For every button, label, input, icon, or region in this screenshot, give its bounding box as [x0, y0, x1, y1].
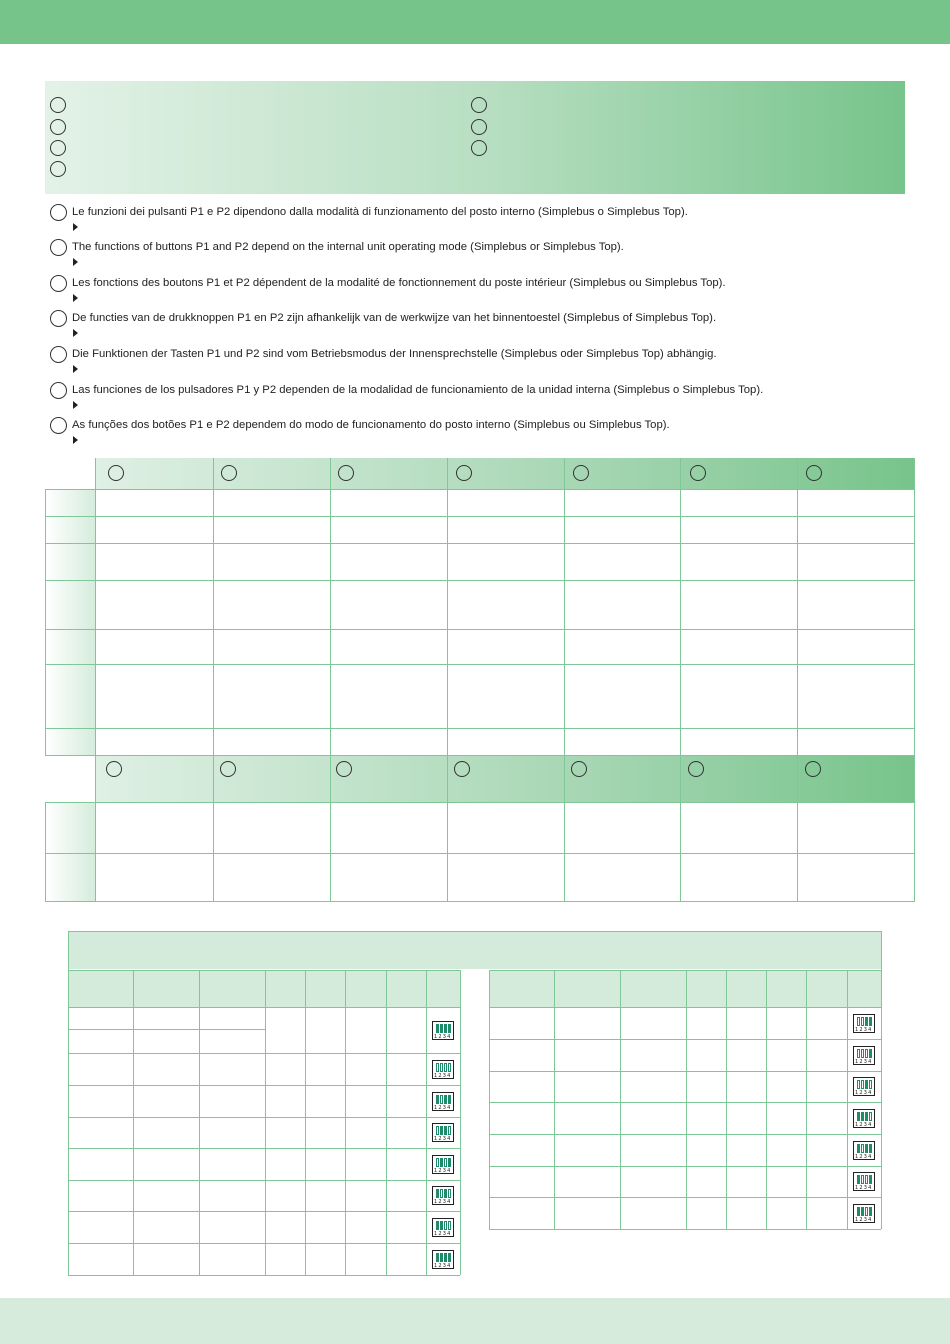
table-rule [45, 853, 914, 854]
dip-switch-icon [432, 1250, 454, 1269]
table-rule [426, 970, 427, 1275]
table-rule [447, 756, 448, 902]
table-rule [489, 1229, 881, 1230]
table-rule [68, 1117, 460, 1118]
table-rule [489, 1134, 881, 1135]
dip-switch-icon [853, 1172, 875, 1191]
table-rule [305, 970, 306, 1275]
dip-switch-lever [444, 1126, 447, 1135]
dip-switch-lever [869, 1049, 872, 1058]
table-rule [564, 756, 565, 902]
column-language-circle [338, 465, 354, 481]
dip-switch-lever [436, 1024, 439, 1033]
dip-switch-lever [436, 1126, 439, 1135]
table-rule [680, 756, 681, 902]
dip-switch-icon [432, 1021, 454, 1040]
dip-switch-lever [448, 1095, 451, 1104]
table-rule [554, 970, 555, 1229]
dip-switch-icon [853, 1077, 875, 1096]
dip-switch-lever [444, 1189, 447, 1198]
table-rule [914, 756, 915, 902]
table-rule [726, 970, 727, 1229]
table-rule [45, 629, 914, 630]
table-rule [199, 970, 200, 1275]
column-language-circle [806, 465, 822, 481]
column-language-circle [456, 465, 472, 481]
dip-table-right-header [489, 970, 881, 1007]
table-rule [68, 970, 69, 1275]
column-language-circle [573, 465, 589, 481]
table-rule [489, 970, 490, 1229]
table-rule [68, 1211, 460, 1212]
dip-switch-lever [444, 1221, 447, 1230]
dip-switch-icon [432, 1060, 454, 1079]
table-rule [45, 755, 914, 756]
dip-switch-numbers: 1234 [855, 1185, 873, 1191]
table-subheader-row [96, 756, 914, 802]
dip-switch-numbers: 1234 [855, 1090, 873, 1096]
dip-switch-lever [857, 1080, 860, 1089]
dip-switch-icon [432, 1123, 454, 1142]
table-rule [489, 1071, 881, 1072]
table-rule [330, 458, 331, 756]
arrow-icon [73, 436, 78, 444]
dip-switch-numbers: 1234 [434, 1168, 452, 1174]
arrow-icon [73, 329, 78, 337]
column-language-circle [571, 761, 587, 777]
dip-switch-lever [857, 1207, 860, 1216]
bottom-color-band [0, 1298, 950, 1344]
dip-switch-lever [440, 1221, 443, 1230]
language-circle [471, 97, 487, 113]
note-language-circle [50, 382, 67, 399]
language-circle [50, 119, 66, 135]
dip-switch-lever [865, 1175, 868, 1184]
table-rule [766, 970, 767, 1229]
table-rule [68, 1029, 265, 1030]
arrow-icon [73, 223, 78, 231]
table-rule [45, 489, 46, 756]
language-circle [471, 119, 487, 135]
dip-switch-lever [869, 1175, 872, 1184]
note-language-circle [50, 417, 67, 434]
table-rule [68, 1053, 460, 1054]
note-text: Die Funktionen der Tasten P1 und P2 sind vom Betriebsmodus der Innensprechstelle (Simplebus oder Simplebus Top) abhängig. [72, 348, 717, 360]
language-circle [50, 161, 66, 177]
table-rule [806, 970, 807, 1229]
table-rule [881, 931, 882, 970]
table-rule [45, 802, 914, 803]
row-label-cell [46, 543, 95, 580]
dip-switch-lever [861, 1049, 864, 1058]
table-rule [213, 458, 214, 756]
dip-switch-numbers: 1234 [434, 1073, 452, 1079]
table-rule [68, 1180, 460, 1181]
table-rule [489, 1197, 881, 1198]
dip-switch-numbers: 1234 [434, 1231, 452, 1237]
table-rule [460, 970, 461, 1275]
dip-switch-icon [432, 1186, 454, 1205]
dip-switch-icon [432, 1155, 454, 1174]
dip-switch-numbers: 1234 [434, 1034, 452, 1040]
dip-table-title-band [68, 931, 881, 969]
dip-switch-lever [440, 1063, 443, 1072]
table-rule [45, 802, 46, 902]
language-circle [50, 140, 66, 156]
dip-switch-lever [869, 1080, 872, 1089]
table-rule [68, 1148, 460, 1149]
table-rule [68, 1085, 460, 1086]
note-language-circle [50, 275, 67, 292]
table-rule [797, 458, 798, 756]
arrow-icon [73, 294, 78, 302]
table-rule [95, 756, 96, 902]
dip-switch-lever [857, 1144, 860, 1153]
dip-switch-lever [865, 1049, 868, 1058]
dip-switch-icon [432, 1092, 454, 1111]
column-language-circle [336, 761, 352, 777]
dip-switch-lever [436, 1063, 439, 1072]
note-language-circle [50, 204, 67, 221]
table-rule [68, 970, 460, 971]
row-label-cell [46, 580, 95, 629]
table-rule [133, 970, 134, 1275]
dip-switch-numbers: 1234 [855, 1027, 873, 1033]
language-circle [50, 97, 66, 113]
dip-switch-lever [444, 1253, 447, 1262]
dip-switch-icon [853, 1141, 875, 1160]
row-label-cell [46, 853, 95, 901]
table-rule [45, 516, 914, 517]
table-rule [68, 1007, 460, 1008]
dip-switch-lever [865, 1112, 868, 1121]
column-language-circle [221, 465, 237, 481]
arrow-icon [73, 365, 78, 373]
column-language-circle [106, 761, 122, 777]
column-language-circle [690, 465, 706, 481]
row-label-cell [46, 629, 95, 664]
dip-switch-lever [448, 1063, 451, 1072]
dip-switch-lever [869, 1017, 872, 1026]
dip-switch-lever [861, 1080, 864, 1089]
dip-switch-lever [448, 1158, 451, 1167]
dip-switch-icon [853, 1204, 875, 1223]
dip-switch-lever [448, 1253, 451, 1262]
table-rule [265, 970, 266, 1275]
dip-switch-lever [869, 1112, 872, 1121]
dip-switch-numbers: 1234 [855, 1154, 873, 1160]
dip-switch-lever [857, 1175, 860, 1184]
table-rule [489, 1039, 881, 1040]
dip-switch-lever [436, 1095, 439, 1104]
dip-switch-lever [440, 1158, 443, 1167]
table-rule [881, 970, 882, 1229]
table-rule [68, 1243, 460, 1244]
table-rule [45, 728, 914, 729]
table-rule [68, 931, 69, 970]
dip-switch-numbers: 1234 [434, 1105, 452, 1111]
row-label-cell [46, 664, 95, 728]
table-rule [686, 970, 687, 1229]
dip-switch-lever [440, 1253, 443, 1262]
table-rule [564, 458, 565, 756]
table-rule [345, 970, 346, 1275]
dip-switch-lever [436, 1221, 439, 1230]
dip-switch-lever [444, 1063, 447, 1072]
dip-switch-numbers: 1234 [434, 1199, 452, 1205]
table-rule [45, 580, 914, 581]
table-rule [914, 458, 915, 756]
note-text: The functions of buttons P1 and P2 depend on the internal unit operating mode (Simplebus or Simplebus Top). [72, 241, 624, 253]
column-language-circle [220, 761, 236, 777]
dip-switch-icon [853, 1109, 875, 1128]
arrow-icon [73, 401, 78, 409]
dip-switch-lever [869, 1144, 872, 1153]
dip-switch-lever [444, 1024, 447, 1033]
table-rule [847, 970, 848, 1229]
row-label-cell [46, 803, 95, 853]
table-rule [489, 1166, 881, 1167]
dip-switch-lever [440, 1095, 443, 1104]
dip-switch-icon [432, 1218, 454, 1237]
dip-switch-lever [448, 1024, 451, 1033]
dip-switch-lever [865, 1207, 868, 1216]
dip-switch-lever [861, 1017, 864, 1026]
language-circle [471, 140, 487, 156]
row-label-cell [46, 516, 95, 543]
dip-switch-lever [436, 1158, 439, 1167]
table-rule [797, 756, 798, 902]
dip-switch-lever [444, 1095, 447, 1104]
table-rule [95, 458, 96, 756]
table-rule [68, 931, 881, 932]
row-label-cell [46, 728, 95, 755]
table-rule [45, 489, 914, 490]
dip-switch-lever [440, 1024, 443, 1033]
dip-switch-numbers: 1234 [855, 1059, 873, 1065]
dip-switch-numbers: 1234 [855, 1217, 873, 1223]
table-rule [45, 664, 914, 665]
dip-switch-lever [444, 1158, 447, 1167]
table-rule [330, 756, 331, 902]
top-color-band [0, 0, 950, 44]
note-text: As funções dos botões P1 e P2 dependem do modo de funcionamento do posto interno (Simplebus ou Simplebus Top). [72, 419, 670, 431]
dip-switch-numbers: 1234 [434, 1263, 452, 1269]
dip-switch-lever [440, 1126, 443, 1135]
table-header-row [96, 458, 914, 489]
dip-switch-numbers: 1234 [434, 1136, 452, 1142]
dip-switch-lever [865, 1080, 868, 1089]
dip-switch-icon [853, 1046, 875, 1065]
dip-switch-icon [853, 1014, 875, 1033]
column-language-circle [454, 761, 470, 777]
table-rule [489, 970, 881, 971]
table-rule [68, 1275, 460, 1276]
table-rule [45, 543, 914, 544]
dip-switch-lever [857, 1049, 860, 1058]
dip-switch-numbers: 1234 [855, 1122, 873, 1128]
column-language-circle [805, 761, 821, 777]
dip-switch-lever [448, 1221, 451, 1230]
dip-switch-lever [436, 1189, 439, 1198]
table-rule [45, 901, 914, 902]
note-language-circle [50, 346, 67, 363]
note-text: Les fonctions des boutons P1 et P2 dépendent de la modalité de fonctionnement du poste intérieur (Simplebus ou Simplebus Top). [72, 277, 726, 289]
note-text: Le funzioni dei pulsanti P1 e P2 dipendono dalla modalità di funzionamento del posto interno (Simplebus o Simplebus Top). [72, 206, 688, 218]
dip-switch-lever [440, 1189, 443, 1198]
table-rule [213, 756, 214, 902]
dip-switch-lever [861, 1112, 864, 1121]
dip-switch-lever [448, 1126, 451, 1135]
table-rule [620, 970, 621, 1229]
dip-switch-lever [865, 1017, 868, 1026]
table-rule [489, 1007, 881, 1008]
note-language-circle [50, 310, 67, 327]
table-rule [386, 970, 387, 1275]
dip-switch-lever [857, 1017, 860, 1026]
dip-switch-lever [861, 1144, 864, 1153]
row-label-cell [46, 489, 95, 516]
dip-switch-lever [448, 1189, 451, 1198]
column-language-circle [688, 761, 704, 777]
dip-switch-lever [869, 1207, 872, 1216]
note-text: Las funciones de los pulsadores P1 y P2 dependen de la modalidad de funcionamiento de la unidad interna (Simplebus o Simplebus Top). [72, 384, 764, 396]
dip-switch-lever [865, 1144, 868, 1153]
arrow-icon [73, 258, 78, 266]
dip-switch-lever [857, 1112, 860, 1121]
note-text: De functies van de drukknoppen P1 en P2 zijn afhankelijk van de werkwijze van het binnentoestel (Simplebus of Simplebus Top). [72, 312, 717, 324]
column-language-circle [108, 465, 124, 481]
dip-switch-lever [861, 1175, 864, 1184]
dip-switch-lever [436, 1253, 439, 1262]
table-rule [447, 458, 448, 756]
note-language-circle [50, 239, 67, 256]
dip-switch-lever [861, 1207, 864, 1216]
table-rule [489, 1102, 881, 1103]
table-rule [680, 458, 681, 756]
